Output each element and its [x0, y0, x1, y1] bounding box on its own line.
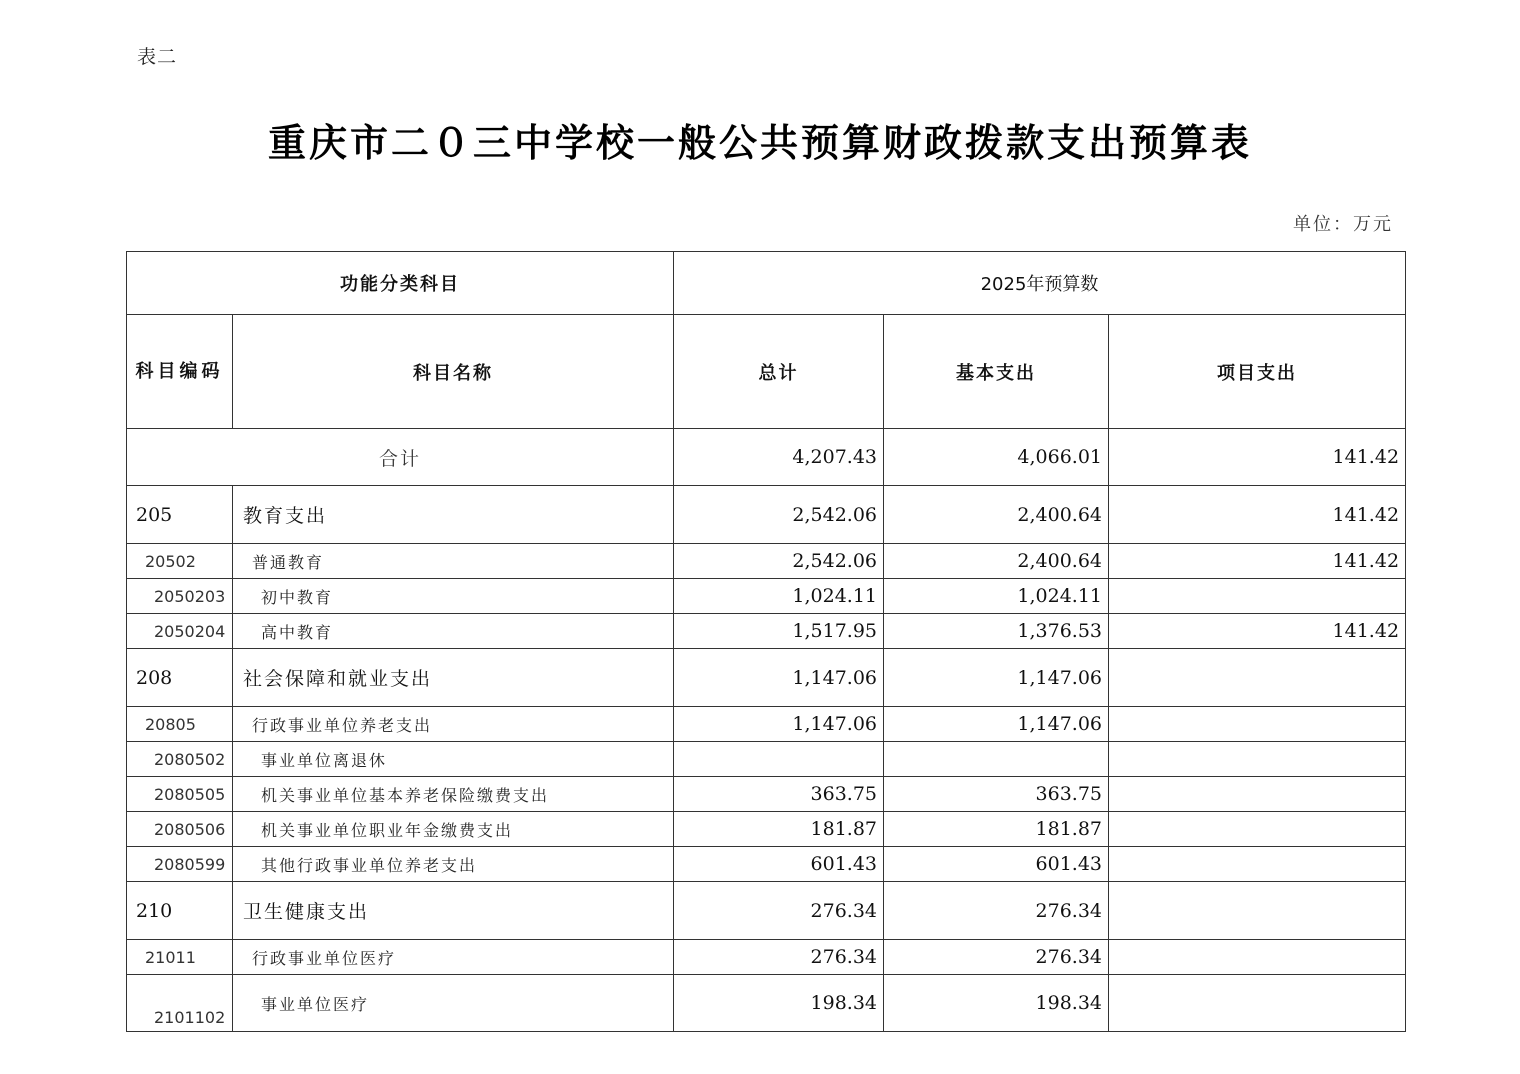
amount-total: 1,147.06	[674, 649, 884, 707]
table-row	[127, 649, 1406, 707]
amount-total: 601.43	[674, 847, 884, 882]
amount-total: 1,147.06	[674, 707, 884, 742]
table-row	[127, 486, 1406, 544]
amount-project	[1109, 579, 1406, 614]
table-row	[127, 707, 1406, 742]
amount-basic: 2,400.64	[884, 544, 1109, 579]
subject-name: 事业单位医疗	[233, 975, 674, 1032]
table-row	[127, 975, 1406, 1032]
amount-project	[1109, 940, 1406, 975]
table-row	[127, 579, 1406, 614]
amount-basic: 2,400.64	[884, 486, 1109, 544]
amount-total: 1,024.11	[674, 579, 884, 614]
table-row	[127, 742, 1406, 777]
amount-total: 2,542.06	[674, 544, 884, 579]
amount-project: 141.42	[1109, 614, 1406, 649]
amount-basic: 363.75	[884, 777, 1109, 812]
document-title: 重庆市二０三中学校一般公共预算财政拨款支出预算表	[267, 121, 1252, 165]
subject-name: 初中教育	[233, 579, 674, 614]
amount-project: 141.42	[1109, 486, 1406, 544]
total-row	[127, 429, 1406, 486]
header-budget-year: 2025年预算数	[674, 252, 1406, 315]
subject-name: 普通教育	[233, 544, 674, 579]
header-basic: 基本支出	[884, 315, 1109, 429]
table-row	[127, 847, 1406, 882]
amount-project	[1109, 882, 1406, 940]
subject-code: 2080599	[127, 847, 233, 882]
subject-code: 205	[127, 486, 233, 544]
subject-name: 社会保障和就业支出	[233, 649, 674, 707]
amount-basic: 601.43	[884, 847, 1109, 882]
table-body	[127, 486, 1406, 1032]
subject-name: 事业单位离退休	[233, 742, 674, 777]
subject-name: 机关事业单位职业年金缴费支出	[233, 812, 674, 847]
amount-project: 141.42	[1109, 544, 1406, 579]
amount-basic: 1,147.06	[884, 707, 1109, 742]
total-label: 合计	[127, 429, 674, 486]
subject-code: 208	[127, 649, 233, 707]
header-code: 科目编码	[127, 315, 233, 429]
subject-code: 210	[127, 882, 233, 940]
amount-total: 2,542.06	[674, 486, 884, 544]
header-function-category: 功能分类科目	[127, 252, 674, 315]
amount-basic: 276.34	[884, 882, 1109, 940]
total-project: 141.42	[1109, 429, 1406, 486]
total-basic: 4,066.01	[884, 429, 1109, 486]
table-row	[127, 544, 1406, 579]
amount-project	[1109, 707, 1406, 742]
amount-project	[1109, 847, 1406, 882]
subject-name: 教育支出	[233, 486, 674, 544]
subject-code: 2050203	[127, 579, 233, 614]
amount-total: 276.34	[674, 940, 884, 975]
amount-basic: 1,147.06	[884, 649, 1109, 707]
amount-total	[674, 742, 884, 777]
header-row-sub	[127, 315, 1406, 429]
header-project: 项目支出	[1109, 315, 1406, 429]
amount-basic: 181.87	[884, 812, 1109, 847]
amount-project	[1109, 777, 1406, 812]
subject-name: 行政事业单位医疗	[233, 940, 674, 975]
table-row	[127, 777, 1406, 812]
subject-name: 机关事业单位基本养老保险缴费支出	[233, 777, 674, 812]
subject-code: 2050204	[127, 614, 233, 649]
header-row-top	[127, 252, 1406, 315]
header-name: 科目名称	[233, 315, 674, 429]
amount-basic: 276.34	[884, 940, 1109, 975]
table-row	[127, 882, 1406, 940]
budget-table	[126, 251, 1406, 1032]
total-amount: 4,207.43	[674, 429, 884, 486]
table-row	[127, 614, 1406, 649]
subject-code: 20805	[127, 707, 233, 742]
amount-total: 181.87	[674, 812, 884, 847]
subject-name: 卫生健康支出	[233, 882, 674, 940]
amount-project	[1109, 649, 1406, 707]
subject-name: 其他行政事业单位养老支出	[233, 847, 674, 882]
subject-code: 2080502	[127, 742, 233, 777]
amount-total: 198.34	[674, 975, 884, 1032]
amount-project	[1109, 975, 1406, 1032]
subject-code: 20502	[127, 544, 233, 579]
amount-total: 1,517.95	[674, 614, 884, 649]
amount-basic: 1,024.11	[884, 579, 1109, 614]
header-total: 总计	[674, 315, 884, 429]
unit-label: 单位：万元	[1293, 214, 1393, 235]
table-row	[127, 812, 1406, 847]
amount-project	[1109, 742, 1406, 777]
subject-code: 21011	[127, 940, 233, 975]
subject-code: 2101102	[127, 975, 233, 1032]
subject-code: 2080505	[127, 777, 233, 812]
amount-basic: 198.34	[884, 975, 1109, 1032]
table-row	[127, 940, 1406, 975]
subject-code: 2080506	[127, 812, 233, 847]
amount-basic: 1,376.53	[884, 614, 1109, 649]
amount-total: 276.34	[674, 882, 884, 940]
subject-name: 高中教育	[233, 614, 674, 649]
subject-name: 行政事业单位养老支出	[233, 707, 674, 742]
amount-project	[1109, 812, 1406, 847]
amount-total: 363.75	[674, 777, 884, 812]
table-number-label: 表二	[137, 46, 178, 68]
amount-basic	[884, 742, 1109, 777]
